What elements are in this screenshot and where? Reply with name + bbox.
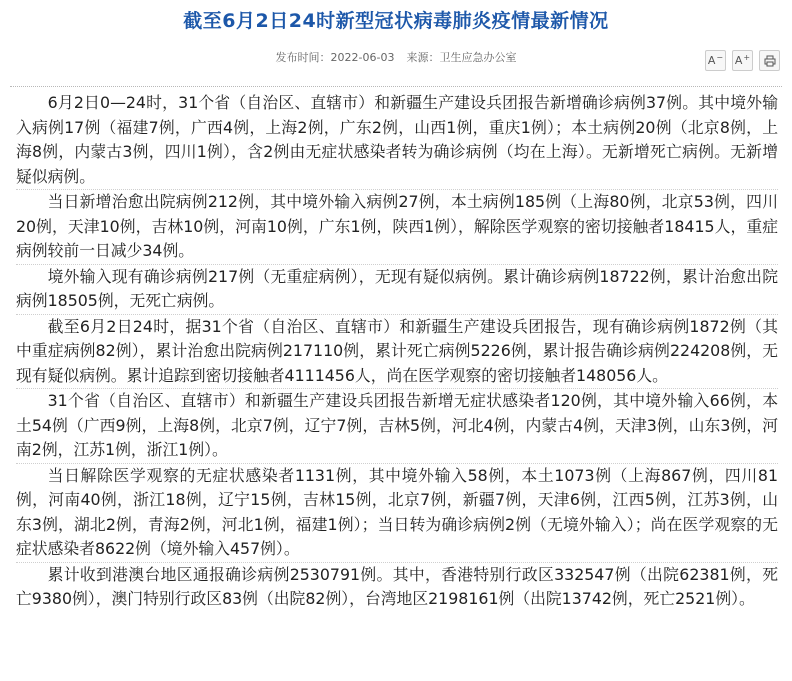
increase-font-button[interactable] — [732, 50, 753, 71]
print-button[interactable] — [759, 50, 780, 71]
paragraph: 截至6月2日24时，据31个省（自治区、直辖市）和新疆生产建设兵团报告，现有确诊病例1872例（其中重症病例82例），累计治愈出院病例217110例，累计死亡病例5226例，累计报告确诊病例224208例，无现有疑似病例。累计追踪到密切接触者4111456人，尚在医学观察的密切接触者148056人。 — [16, 316, 778, 385]
article-meta — [0, 50, 792, 66]
article-body — [0, 87, 792, 612]
meta-bar — [0, 44, 792, 86]
minus-icon: − — [716, 53, 724, 62]
decrease-font-label: A — [707, 54, 716, 67]
paragraph: 31个省（自治区、直辖市）和新疆生产建设兵团报告新增无症状感染者120例，其中境外输入66例，本土54例（广西9例，上海8例，北京7例，辽宁7例，吉林5例，河北4例，内蒙古4例，天津3例，山东3例，河南2例，江苏1例，浙江1例）。 — [16, 391, 778, 459]
paragraph: 境外输入现有确诊病例217例（无重症病例），无现有疑似病例。累计确诊病例18722例，累计治愈出院病例18505例，无死亡病例。 — [16, 266, 778, 310]
paragraph: 当日新增治愈出院病例212例，其中境外输入病例27例，本土病例185例（上海80例，北京53例，四川20例，天津10例，吉林10例，河南10例，广东1例，陕西1例），解除医学观察的密切接触者18415人，重症病例较前一日减少34例。 — [16, 192, 778, 260]
publish-time: 发布时间：2022-06-03 — [275, 51, 395, 64]
paragraph: 6月2日0—24时，31个省（自治区、直辖市）和新疆生产建设兵团报告新增确诊病例37例。其中境外输入病例17例（福建7例，广西4例，上海2例，广东2例，山西1例，重庆1例）；本土病例20例（北京8例，上海8例，内蒙古3例，四川1例），含2例由无症状感染者转为确诊病例（均在上海）。无新增死亡病例。无新增疑似病例。 — [16, 93, 778, 186]
print-icon — [764, 55, 776, 67]
plus-icon: + — [743, 53, 751, 62]
source: 来源：卫生应急办公室 — [406, 51, 517, 64]
toolbar — [705, 50, 780, 71]
paragraph: 当日解除医学观察的无症状感染者1131例，其中境外输入58例，本土1073例（上海867例，四川81例，河南40例，浙江18例，辽宁15例，吉林15例，北京7例，新疆7例，天津6例，江西5例，江苏3例，山东3例，湖北2例，青海2例，河北1例，福建1例）；当日转为确诊病例2例（无境外输入）；尚在医学观察的无症状感染者8622例（境外输入457例）。 — [16, 465, 778, 558]
increase-font-label: A — [734, 54, 743, 67]
decrease-font-button[interactable] — [705, 50, 726, 71]
page-title: 截至6月2日24时新型冠状病毒肺炎疫情最新情况 — [183, 10, 609, 32]
paragraph: 累计收到港澳台地区通报确诊病例2530791例。其中，香港特别行政区332547例（出院62381例，死亡9380例），澳门特别行政区83例（出院82例），台湾地区2198161例（出院13742例，死亡2521例）。 — [16, 564, 778, 608]
